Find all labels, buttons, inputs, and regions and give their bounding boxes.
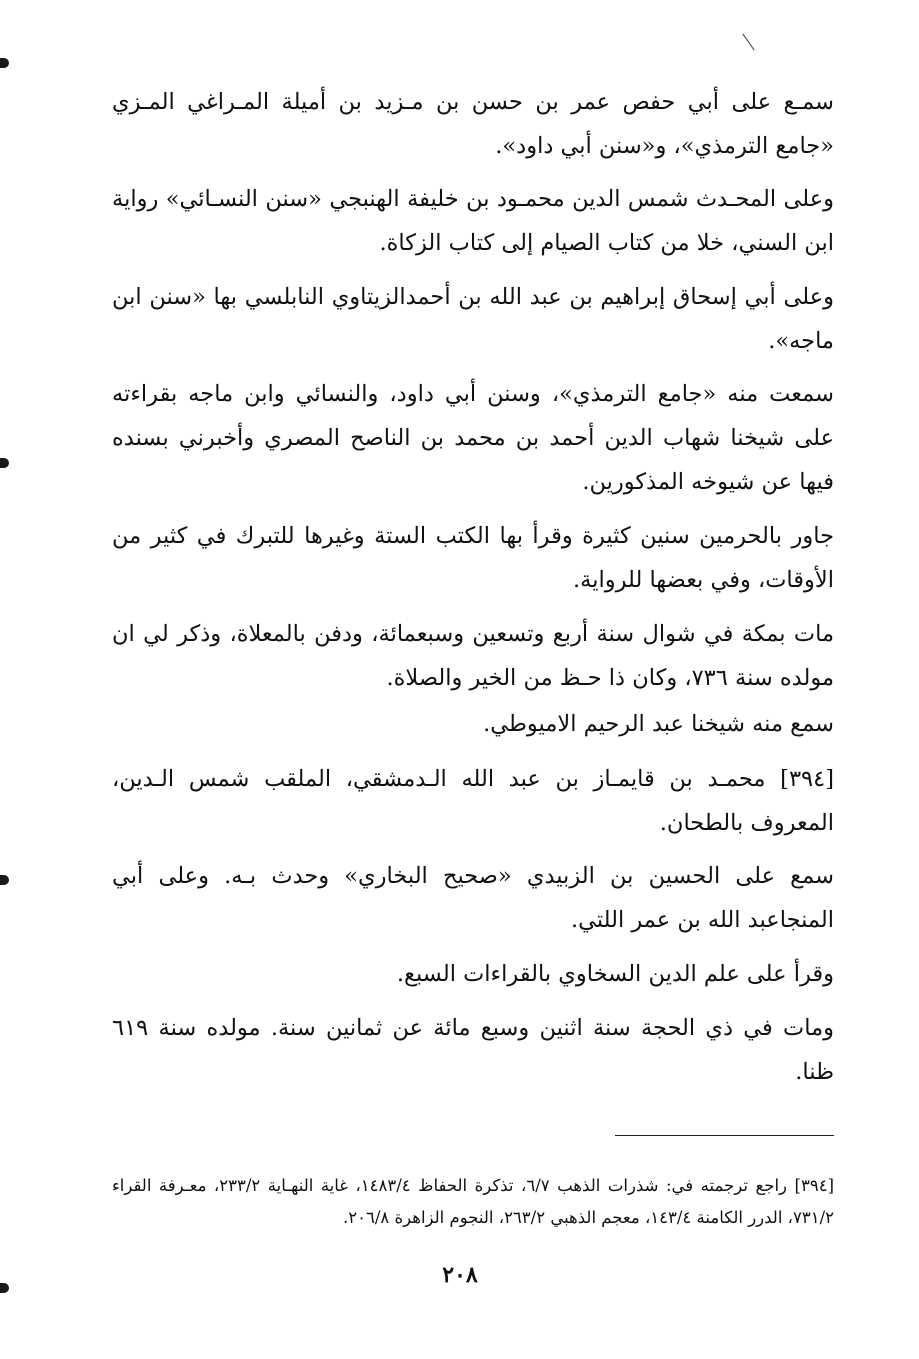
footnote-divider (615, 1135, 834, 1136)
paragraph-8-biography-heading: [٣٩٤] محمـد بن قايمـاز بن عبد الله الـدمشقي، الملقب شمس الـدين، المعروف بالطحان. (112, 766, 834, 836)
paragraph-6: مات بمكة في شوال سنة أربع وتسعين وسبعمائة، ودفن بالمعلاة، وذكر لي ان مولده سنة ٧٣٦، وكان ذا حـظ من الخير والصلاة. (112, 621, 834, 691)
paragraph-11: ومات في ذي الحجة سنة اثنين وسبع مائة عن ثمانين سنة. مولده سنة ٦١٩ ظنا. (112, 1015, 834, 1085)
paragraph-7: سمع منه شيخنا عبد الرحيم الاميوطي. (483, 711, 834, 737)
paragraph-1: سمـع على أبي حفص عمر بن حسن بن مـزيد بن أميلة المـراغي المـزي «جامع الترمذي»، و«سنن أبي داود». (112, 89, 834, 159)
page-number: ٢٠٨ (442, 1262, 478, 1288)
footnote: [٣٩٤] راجع ترجمته في: شذرات الذهب ٦/٧، تذكرة الحفاظ ١٤٨٣/٤، غاية النهـاية ٢٣٣/٢، معـرفة القراء ٧٣١/٢، الدرر الكامنة ١٤٣/٤، معجم الذهبي ٢٦٣/٢، النجوم الزاهرة ٢٠٦/٨. (112, 1176, 834, 1227)
binding-mark (0, 1283, 9, 1293)
scan-mark (742, 34, 754, 51)
paragraph-4: سمعت منه «جامع الترمذي»، وسنن أبي داود، والنسائي وابن ماجه بقراءته على شيخنا شهاب الدين أحمد بن محمد بن الناصح المصري وأخبرني بسنده فيها عن شيوخه المذكورين. (112, 381, 834, 495)
paragraph-10: وقرأ على علم الدين السخاوي بالقراءات السبع. (396, 961, 834, 987)
binding-mark (0, 58, 9, 68)
paragraph-9: سمع على الحسين بن الزبيدي «صحيح البخاري» وحدث بـه. وعلى أبي المنجاعبد الله بن عمر اللتي. (112, 863, 834, 933)
binding-mark (0, 875, 9, 885)
paragraph-3: وعلى أبي إسحاق إبراهيم بن عبد الله بن أحمدالزيتاوي النابلسي بها «سنن ابن ماجه». (112, 284, 834, 354)
paragraph-5: جاور بالحرمين سنين كثيرة وقرأ بها الكتب الستة وغيرها للتبرك في كثير من الأوقات، وفي بعضها للرواية. (112, 523, 834, 593)
paragraph-2: وعلى المحـدث شمس الدين محمـود بن خليفة الهنبجي «سنن النسـائي» رواية ابن السني، خلا من كتاب الصيام إلى كتاب الزكاة. (112, 186, 834, 256)
binding-mark (0, 458, 9, 468)
